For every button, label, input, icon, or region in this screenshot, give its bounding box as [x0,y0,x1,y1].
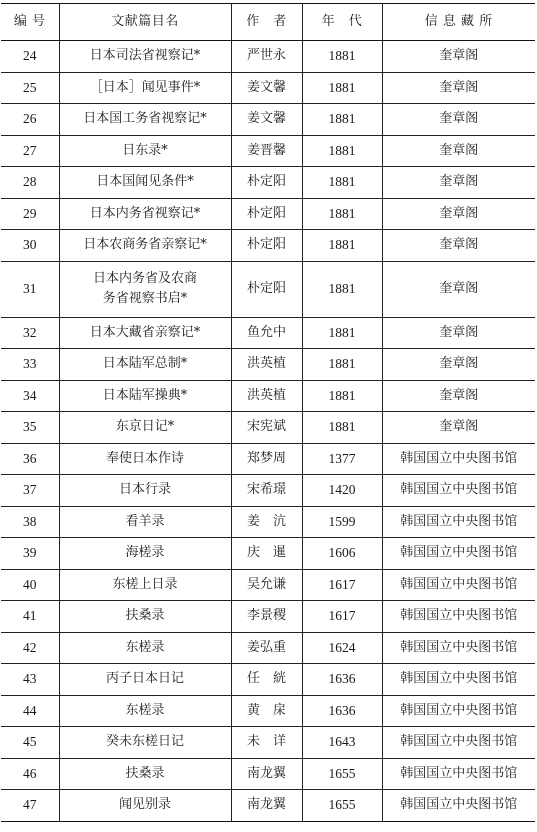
cell-author: 姜文馨 [231,72,302,104]
cell-author: 郑梦周 [231,443,302,475]
cell-author: 吴允谦 [231,569,302,601]
cell-title: 癸未东槎日记 [59,727,231,759]
table-row [1,104,535,136]
cell-location: 奎章阁 [382,317,535,349]
table-row [1,632,535,664]
cell-author: 李景稷 [231,601,302,633]
cell-title: 日本农商务省亲察记* [59,230,231,262]
cell-number: 39 [1,538,59,570]
cell-location: 韩国国立中央图书馆 [382,758,535,790]
cell-location: 韩国国立中央图书馆 [382,601,535,633]
table-row [1,695,535,727]
cell-number: 30 [1,230,59,262]
cell-author: 宋希璟 [231,475,302,507]
table-row [1,412,535,444]
document-table [1,3,535,822]
cell-location: 韩国国立中央图书馆 [382,475,535,507]
cell-year: 1881 [302,104,382,136]
cell-location: 韩国国立中央图书馆 [382,632,535,664]
cell-author: 南龙翼 [231,790,302,822]
cell-year: 1655 [302,758,382,790]
cell-author: 姜文馨 [231,104,302,136]
cell-number: 43 [1,664,59,696]
table-row [1,538,535,570]
cell-year: 1881 [302,198,382,230]
header-row [1,4,535,41]
cell-year: 1881 [302,412,382,444]
cell-number: 37 [1,475,59,507]
cell-year: 1643 [302,727,382,759]
cell-number: 26 [1,104,59,136]
cell-title: 海槎录 [59,538,231,570]
cell-year: 1599 [302,506,382,538]
header-title: 文献篇目名 [59,4,231,41]
cell-title: 日本内务省及农商 务省视察书启* [59,261,231,317]
cell-year: 1881 [302,167,382,199]
cell-year: 1606 [302,538,382,570]
cell-year: 1377 [302,443,382,475]
table-row [1,380,535,412]
cell-title: 扶桑录 [59,601,231,633]
cell-title: 日本国闻见条件* [59,167,231,199]
cell-year: 1624 [302,632,382,664]
header-location: 信 息 藏 所 [382,4,535,41]
cell-title: 丙子日本日记 [59,664,231,696]
header-author: 作 者 [231,4,302,41]
cell-number: 44 [1,695,59,727]
cell-year: 1881 [302,230,382,262]
cell-location: 奎章阁 [382,167,535,199]
cell-year: 1881 [302,317,382,349]
cell-number: 38 [1,506,59,538]
cell-location: 韩国国立中央图书馆 [382,506,535,538]
cell-author: 朴定阳 [231,167,302,199]
cell-location: 韩国国立中央图书馆 [382,790,535,822]
cell-title: 日本内务省视察记* [59,198,231,230]
cell-location: 韩国国立中央图书馆 [382,538,535,570]
cell-number: 46 [1,758,59,790]
cell-location: 韩国国立中央图书馆 [382,727,535,759]
cell-location: 奎章阁 [382,104,535,136]
table-row [1,475,535,507]
cell-year: 1881 [302,41,382,73]
cell-author: 姜弘重 [231,632,302,664]
cell-title: ［日本］闻见事件* [59,72,231,104]
cell-number: 24 [1,41,59,73]
header-number: 编 号 [1,4,59,41]
cell-year: 1881 [302,380,382,412]
cell-number: 42 [1,632,59,664]
table-row [1,135,535,167]
cell-title: 日本陆军操典* [59,380,231,412]
table-row [1,167,535,199]
cell-year: 1636 [302,664,382,696]
cell-author: 宋宪斌 [231,412,302,444]
cell-author: 洪英植 [231,349,302,381]
table-row [1,72,535,104]
table-row [1,317,535,349]
table-row [1,569,535,601]
cell-location: 韩国国立中央图书馆 [382,695,535,727]
table-row [1,506,535,538]
cell-location: 奎章阁 [382,41,535,73]
cell-title: 日本陆军总制* [59,349,231,381]
cell-author: 南龙翼 [231,758,302,790]
cell-title: 看羊录 [59,506,231,538]
cell-number: 41 [1,601,59,633]
cell-title: 闻见别录 [59,790,231,822]
cell-location: 韩国国立中央图书馆 [382,443,535,475]
cell-number: 36 [1,443,59,475]
cell-number: 31 [1,261,59,317]
table-row [1,41,535,73]
cell-title: 东京日记* [59,412,231,444]
cell-number: 27 [1,135,59,167]
table-row [1,230,535,262]
cell-location: 奎章阁 [382,230,535,262]
cell-year: 1420 [302,475,382,507]
table-row [1,601,535,633]
cell-title: 扶桑录 [59,758,231,790]
cell-year: 1617 [302,569,382,601]
cell-author: 庆 暹 [231,538,302,570]
cell-author: 朴定阳 [231,198,302,230]
header-year: 年 代 [302,4,382,41]
cell-location: 奎章阁 [382,349,535,381]
cell-author: 洪英植 [231,380,302,412]
cell-number: 35 [1,412,59,444]
table-row [1,727,535,759]
cell-title: 东槎上日录 [59,569,231,601]
cell-title: 东槎录 [59,695,231,727]
cell-year: 1881 [302,349,382,381]
cell-location: 奎章阁 [382,380,535,412]
cell-year: 1617 [302,601,382,633]
table-row [1,198,535,230]
cell-number: 33 [1,349,59,381]
cell-title: 日本国工务省视察记* [59,104,231,136]
cell-location: 奎章阁 [382,412,535,444]
cell-author: 任 絖 [231,664,302,696]
cell-year: 1881 [302,135,382,167]
cell-title: 奉使日本作诗 [59,443,231,475]
table-row [1,443,535,475]
cell-number: 40 [1,569,59,601]
cell-number: 34 [1,380,59,412]
cell-title: 东槎录 [59,632,231,664]
cell-number: 45 [1,727,59,759]
cell-author: 姜晋馨 [231,135,302,167]
cell-author: 严世永 [231,41,302,73]
cell-title: 日本司法省视察记* [59,41,231,73]
table-row [1,349,535,381]
cell-title: 日本行录 [59,475,231,507]
cell-author: 黄 㦿 [231,695,302,727]
cell-year: 1881 [302,261,382,317]
cell-author: 鱼允中 [231,317,302,349]
table-row [1,790,535,822]
cell-location: 韩国国立中央图书馆 [382,664,535,696]
cell-location: 奎章阁 [382,261,535,317]
cell-year: 1636 [302,695,382,727]
cell-number: 25 [1,72,59,104]
cell-location: 奎章阁 [382,135,535,167]
cell-author: 姜 沆 [231,506,302,538]
table-row [1,664,535,696]
cell-location: 奎章阁 [382,198,535,230]
cell-year: 1881 [302,72,382,104]
cell-title: 日东录* [59,135,231,167]
cell-title: 日本大藏省亲察记* [59,317,231,349]
table-row [1,261,535,317]
cell-author: 朴定阳 [231,261,302,317]
table-row [1,758,535,790]
cell-number: 47 [1,790,59,822]
table-header [1,4,535,41]
cell-author: 朴定阳 [231,230,302,262]
cell-number: 32 [1,317,59,349]
cell-location: 韩国国立中央图书馆 [382,569,535,601]
cell-location: 奎章阁 [382,72,535,104]
table-body [1,41,535,822]
cell-year: 1655 [302,790,382,822]
cell-number: 28 [1,167,59,199]
cell-number: 29 [1,198,59,230]
cell-author: 未 详 [231,727,302,759]
